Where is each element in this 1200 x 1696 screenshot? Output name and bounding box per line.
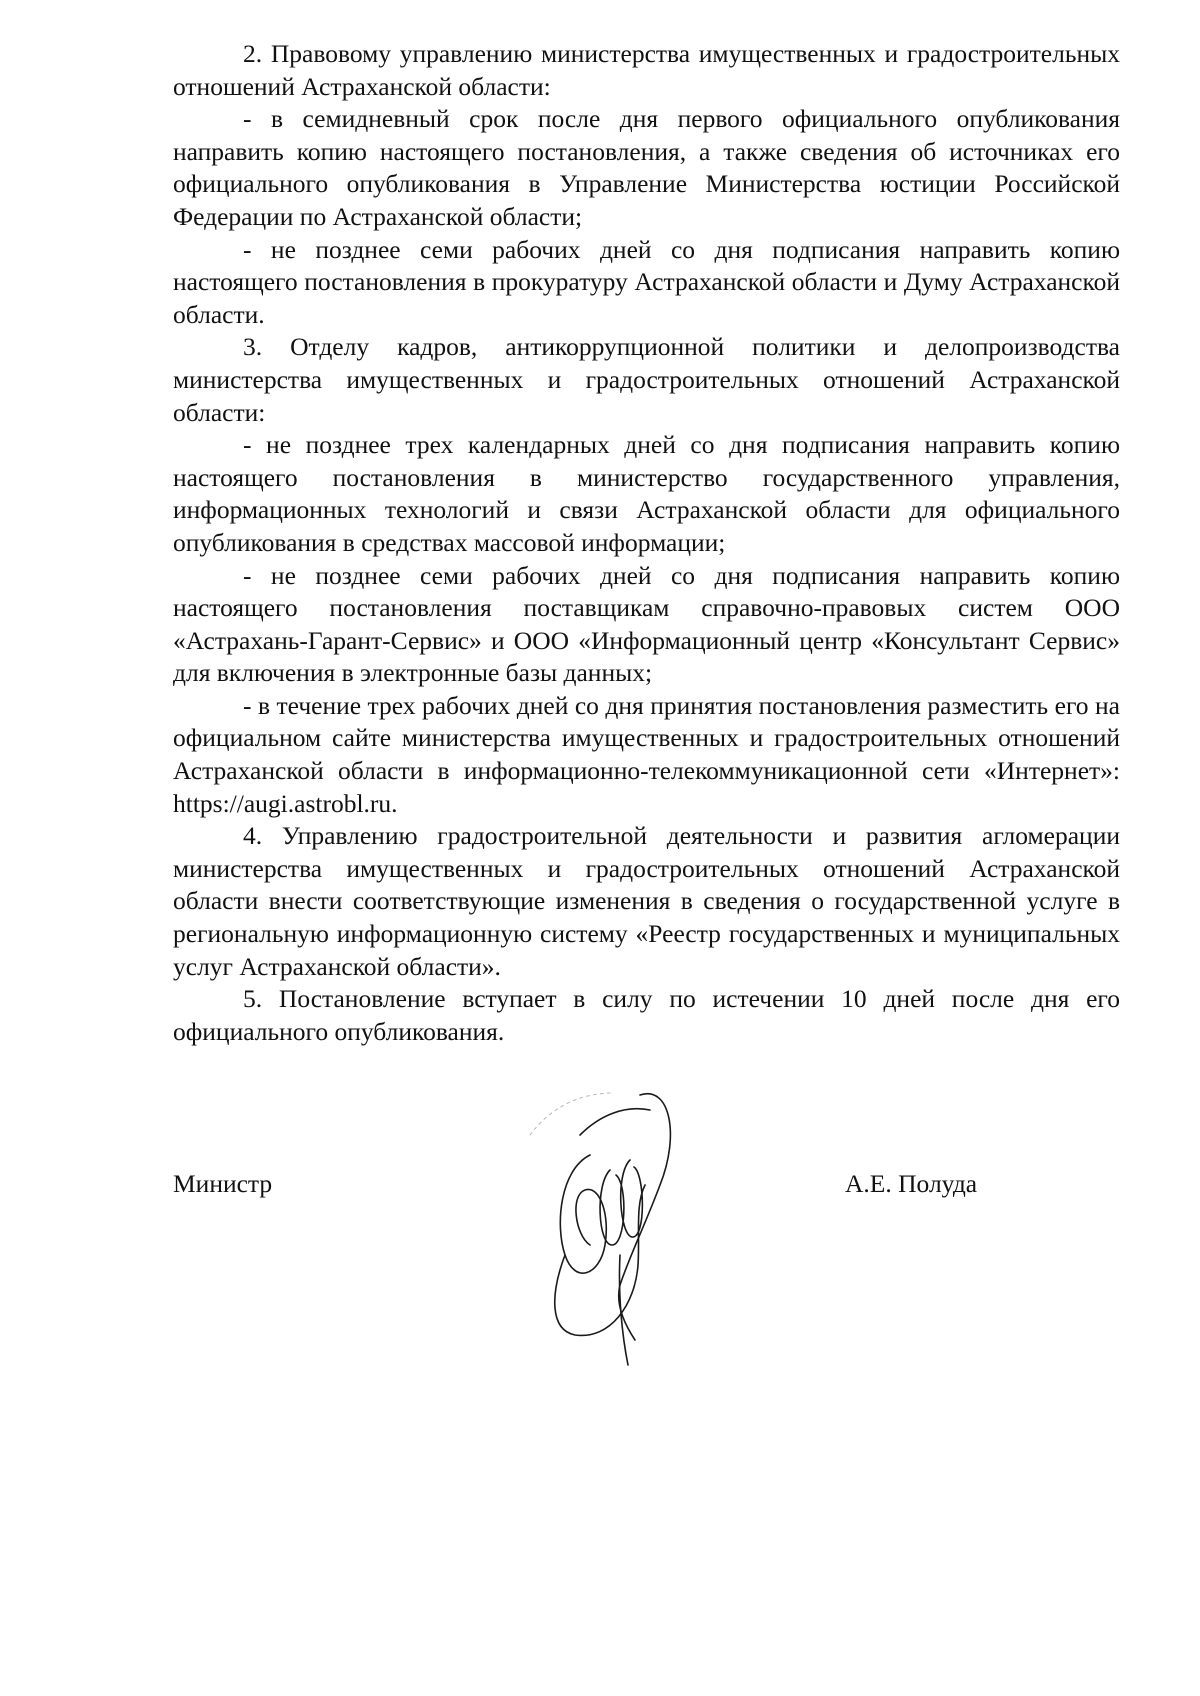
signer-name: А.Е. Полуда bbox=[845, 1169, 978, 1198]
paragraph-item-4: 4. Управлению градостроительной деятельности и развития агломерации министерства имущественных и градостроительных отношений Астраханской области внести соответствующие изменения в сведения о государственной услуге в региональную информационную систему «Реестр государственных и муниципальных услуг Астраханской области». bbox=[173, 821, 1120, 981]
paragraph-item-3-bullet-2: - не позднее семи рабочих дней со дня подписания направить копию настоящего постановления поставщикам справочно-правовых систем ООО «Астрахань-Гарант-Сервис» и ООО «Информационный центр «Консультант Сервис» для включения в электронные базы данных; bbox=[173, 560, 1120, 688]
paragraph-item-3-bullet-3: - в течение трех рабочих дней со дня принятия постановления разместить его на официальном сайте министерства имущественных и градостроительных отношений Астраханской области в информационно-телекоммуникационной сети «Интернет»: https://augi.astrobl.ru. bbox=[173, 690, 1120, 818]
paragraph-item-2: 2. Правовому управлению министерства имущественных и градостроительных отношений Астраханской области: bbox=[173, 39, 1120, 101]
paragraph-item-2-bullet-1: - в семидневный срок после дня первого официального опубликования направить копию настоящего постановления, а также сведения об источниках его официального опубликования в Управление Министерства юстиции Российской Федерации по Астраханской области; bbox=[173, 104, 1120, 231]
signature-block bbox=[173, 1168, 1120, 1208]
signer-title: Министр bbox=[173, 1169, 273, 1198]
paragraph-item-3-bullet-1: - не позднее трех календарных дней со дня подписания направить копию настоящего постановления в министерство государственного управления, информационных технологий и связи Астраханской области для официального опубликования в средствах массовой информации; bbox=[173, 430, 1120, 557]
handwritten-signature-icon bbox=[520, 1075, 720, 1375]
paragraph-item-3: 3. Отделу кадров, антикоррупционной политики и делопроизводства министерства имущественных и градостроительных отношений Астраханской области: bbox=[173, 332, 1120, 427]
paragraph-item-5: 5. Постановление вступает в силу по истечении 10 дней после дня его официального опубликования. bbox=[173, 984, 1120, 1046]
document-body bbox=[173, 38, 1120, 1048]
paragraph-item-2-bullet-2: - не позднее семи рабочих дней со дня подписания направить копию настоящего постановления в прокуратуру Астраханской области и Думу Астраханской области. bbox=[173, 234, 1120, 329]
